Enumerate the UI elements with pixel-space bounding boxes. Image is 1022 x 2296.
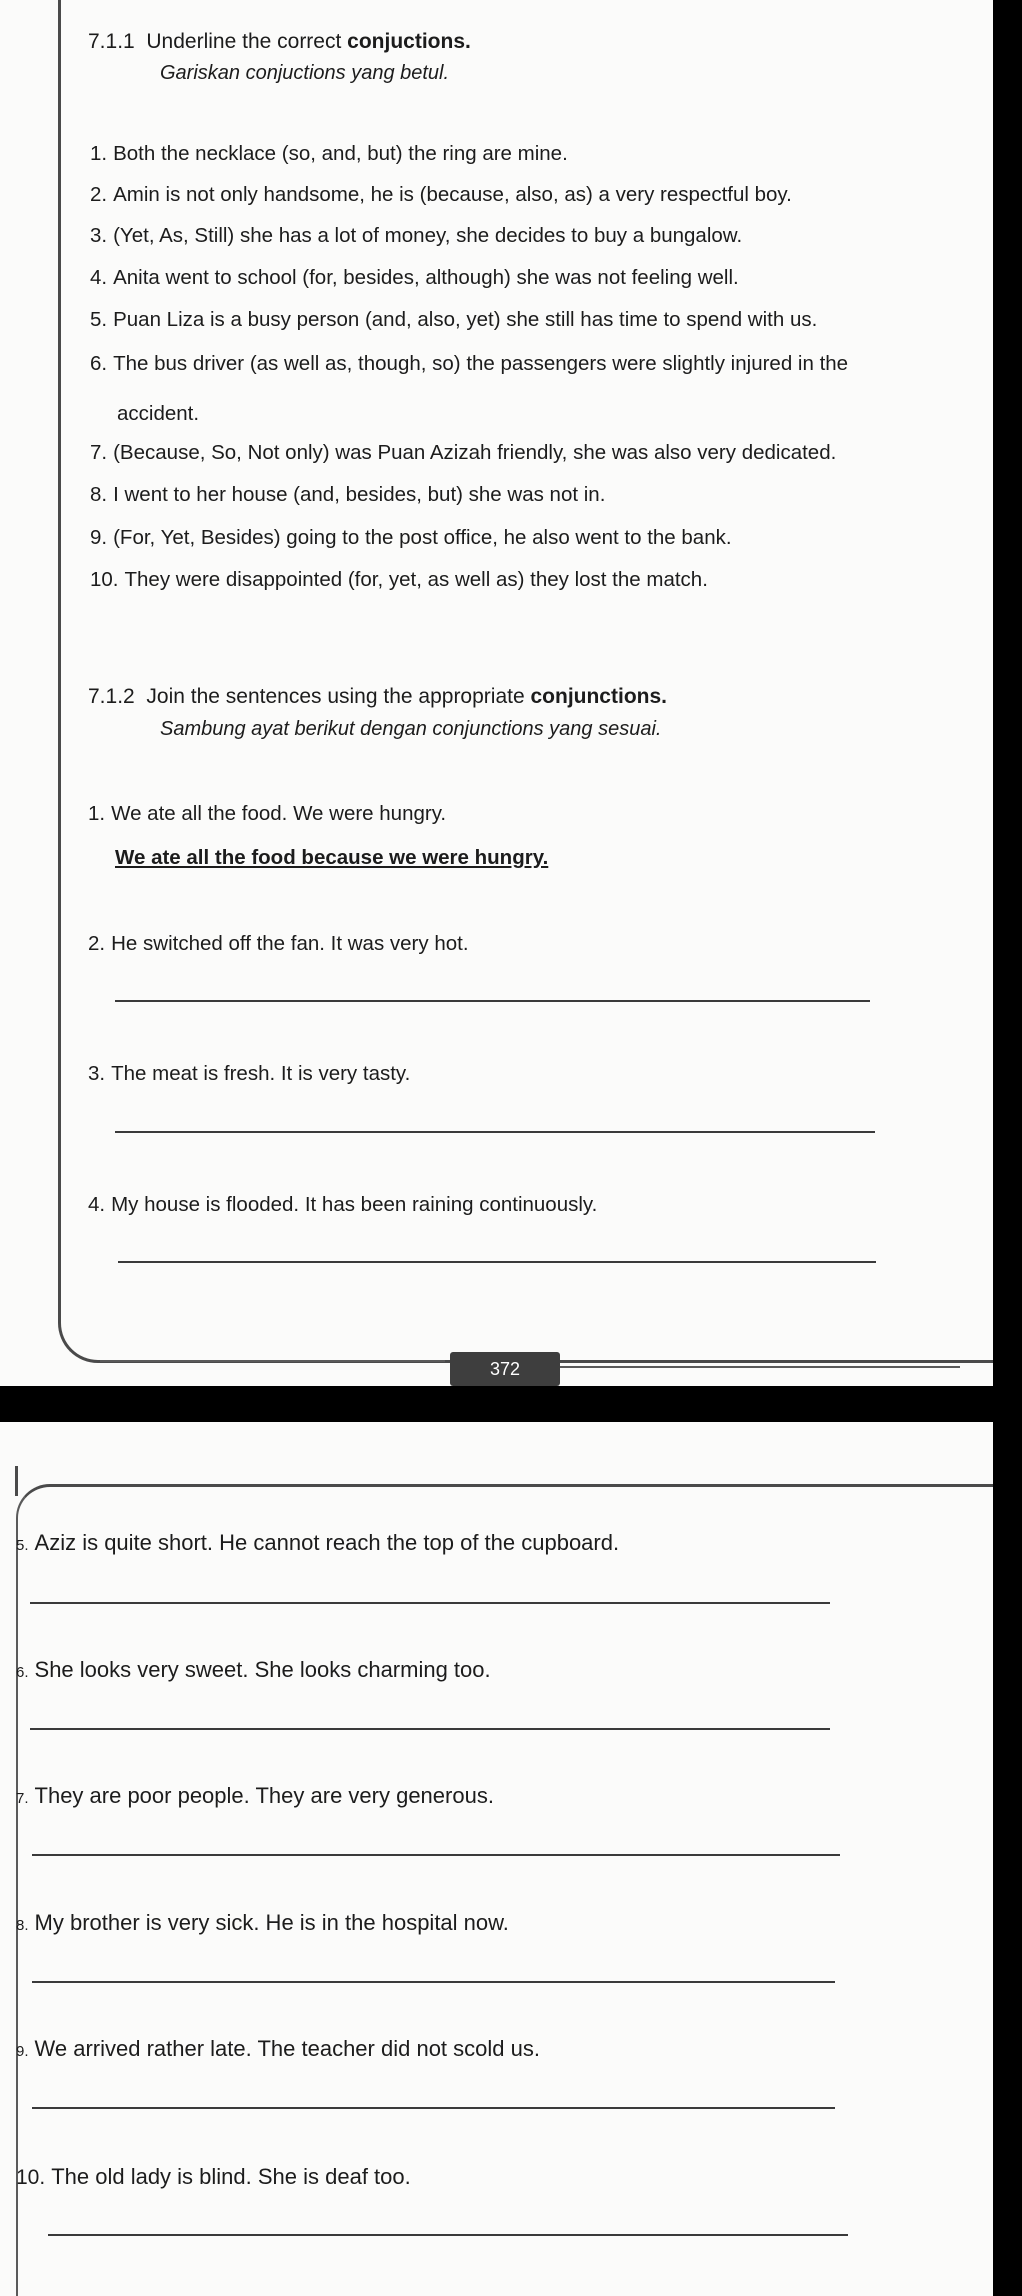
section-keyword: conjunctions.: [530, 685, 667, 708]
section-instruction: Join the sentences using the appropriate: [146, 685, 531, 708]
section-subtitle: Sambung ayat berikut dengan conjunctions yang sesuai.: [160, 718, 662, 740]
question-1-2: 2. Amin is not only handsome, he is (because, also, as) a very respectful boy.: [90, 183, 792, 206]
question-2-3: 3. The meat is fresh. It is very tasty.: [88, 1062, 411, 1085]
answer-line-3[interactable]: [115, 1131, 875, 1133]
question-2-2: 2. He switched off the fan. It was very hot.: [88, 932, 469, 955]
question-2-1: 1. We ate all the food. We were hungry.: [88, 802, 447, 825]
section-heading-7-1-1: [88, 30, 471, 54]
question-2-7: 7. They are poor people. They are very generous.: [16, 1783, 494, 1808]
page-border-tick: [15, 1466, 18, 1496]
question-1-8: 8. I went to her house (and, besides, but) she was not in.: [90, 483, 606, 506]
section-keyword: conjuctions.: [347, 30, 471, 53]
question-1-9: 9. (For, Yet, Besides) going to the post office, he also went to the bank.: [90, 526, 732, 549]
section-instruction: Underline the correct: [146, 30, 348, 53]
model-answer: We ate all the food because we were hungry.: [115, 846, 549, 869]
question-1-1: 1. Both the necklace (so, and, but) the ring are mine.: [90, 142, 568, 165]
footer-rule-left: [100, 1360, 445, 1362]
question-2-8: 8. My brother is very sick. He is in the hospital now.: [16, 1910, 509, 1935]
question-1-5: 5. Puan Liza is a busy person (and, also, yet) she still has time to spend with us.: [90, 308, 818, 331]
section-number: 7.1.2: [88, 685, 135, 708]
answer-line-5[interactable]: [30, 1602, 830, 1604]
question-2-5: 5. Aziz is quite short. He cannot reach the top of the cupboard.: [16, 1530, 620, 1555]
question-1-10: 10. They were disappointed (for, yet, as well as) they lost the match.: [90, 568, 708, 591]
answer-line-2[interactable]: [115, 1000, 870, 1002]
worksheet-page-373: [0, 1422, 993, 2296]
question-2-10: 10. The old lady is blind. She is deaf too.: [16, 2164, 411, 2189]
answer-line-10[interactable]: [48, 2234, 848, 2236]
question-1-3: 3. (Yet, As, Still) she has a lot of money, she decides to buy a bungalow.: [90, 224, 743, 247]
question-2-4: 4. My house is flooded. It has been raining continuously.: [88, 1193, 598, 1216]
footer-rule-right: [560, 1366, 960, 1368]
answer-line-7[interactable]: [32, 1854, 840, 1856]
question-1-6: 6. The bus driver (as well as, though, so) the passengers were slightly injured in the: [90, 352, 849, 375]
question-2-9: 9. We arrived rather late. The teacher did not scold us.: [16, 2036, 540, 2061]
section-subtitle: Gariskan conjuctions yang betul.: [160, 62, 450, 84]
section-number: 7.1.1: [88, 30, 135, 53]
answer-line-4[interactable]: [118, 1261, 876, 1263]
question-1-6-continued: accident.: [117, 402, 200, 425]
section-heading-7-1-2: [88, 685, 667, 709]
question-1-7: 7. (Because, So, Not only) was Puan Azizah friendly, she was also very dedicated.: [90, 441, 837, 464]
question-2-6: 6. She looks very sweet. She looks charming too.: [16, 1657, 491, 1682]
question-1-4: 4. Anita went to school (for, besides, although) she was not feeling well.: [90, 266, 739, 289]
answer-line-6[interactable]: [30, 1728, 830, 1730]
answer-line-8[interactable]: [32, 1981, 835, 1983]
page-number-badge: 372: [450, 1352, 560, 1386]
answer-line-9[interactable]: [32, 2107, 835, 2109]
